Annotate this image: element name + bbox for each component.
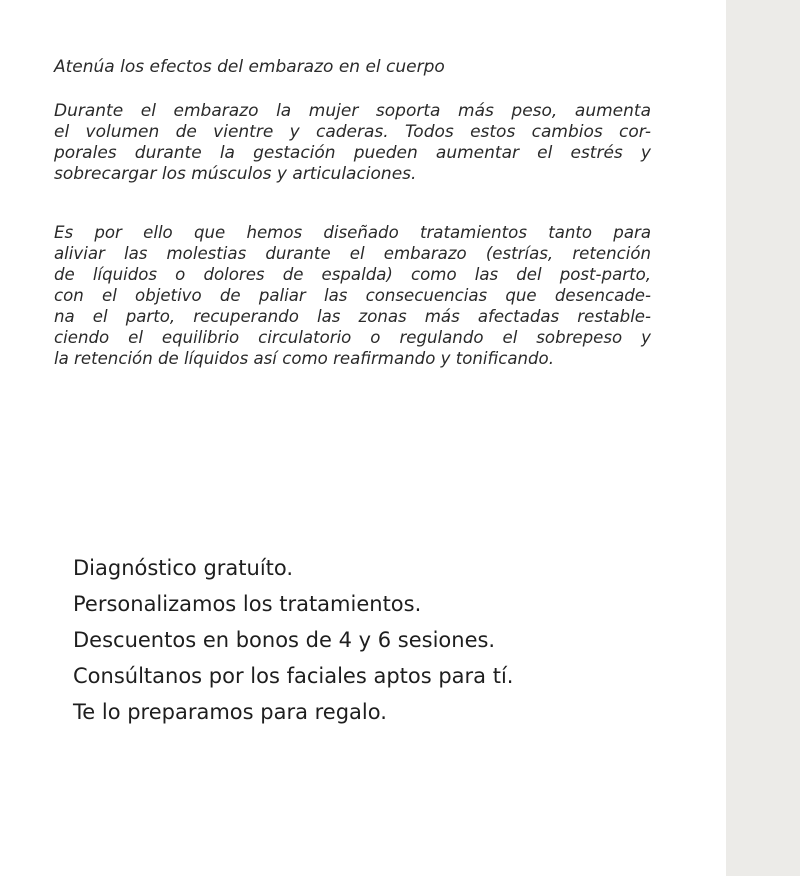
- paragraph-line: el volumen de vientre y caderas. Todos estos cambios cor-: [54, 122, 651, 142]
- feature-item-personalized: Personalizamos los tratamientos.: [73, 592, 422, 616]
- paragraph-line: aliviar las molestias durante el embarazo (estrías, retención: [54, 244, 651, 263]
- feature-item-discounts: Descuentos en bonos de 4 y 6 sesiones.: [73, 628, 496, 652]
- feature-item-gift: Te lo preparamos para regalo.: [73, 700, 387, 724]
- side-panel: [726, 0, 800, 876]
- paragraph-line: de líquidos o dolores de espalda) como las del post-parto,: [54, 265, 651, 284]
- features-list: [73, 550, 513, 730]
- paragraph-line: ciendo el equilibrio circulatorio o regulando el sobrepeso y: [54, 328, 651, 347]
- paragraph-pregnancy-effects: [54, 101, 651, 185]
- paragraph-line: la retención de líquidos así como reafirmando y tonificando.: [54, 349, 554, 368]
- feature-item-diagnosis: Diagnóstico gratuíto.: [73, 556, 294, 580]
- paragraph-treatments: [54, 222, 651, 369]
- paragraph-line: con el objetivo de paliar las consecuencias que desencade-: [54, 286, 651, 305]
- paragraph-line: porales durante la gestación pueden aumentar el estrés y: [54, 143, 651, 163]
- feature-item-facials: Consúltanos por los faciales aptos para tí.: [73, 664, 514, 688]
- paragraph-line: na el parto, recuperando las zonas más afectadas restable-: [54, 307, 651, 326]
- paragraph-line: Durante el embarazo la mujer soporta más peso, aumenta: [54, 101, 651, 121]
- section-heading: Atenúa los efectos del embarazo en el cuerpo: [54, 57, 445, 77]
- paragraph-line: sobrecargar los músculos y articulaciones.: [54, 164, 417, 184]
- paragraph-line: Es por ello que hemos diseñado tratamientos tanto para: [54, 223, 651, 242]
